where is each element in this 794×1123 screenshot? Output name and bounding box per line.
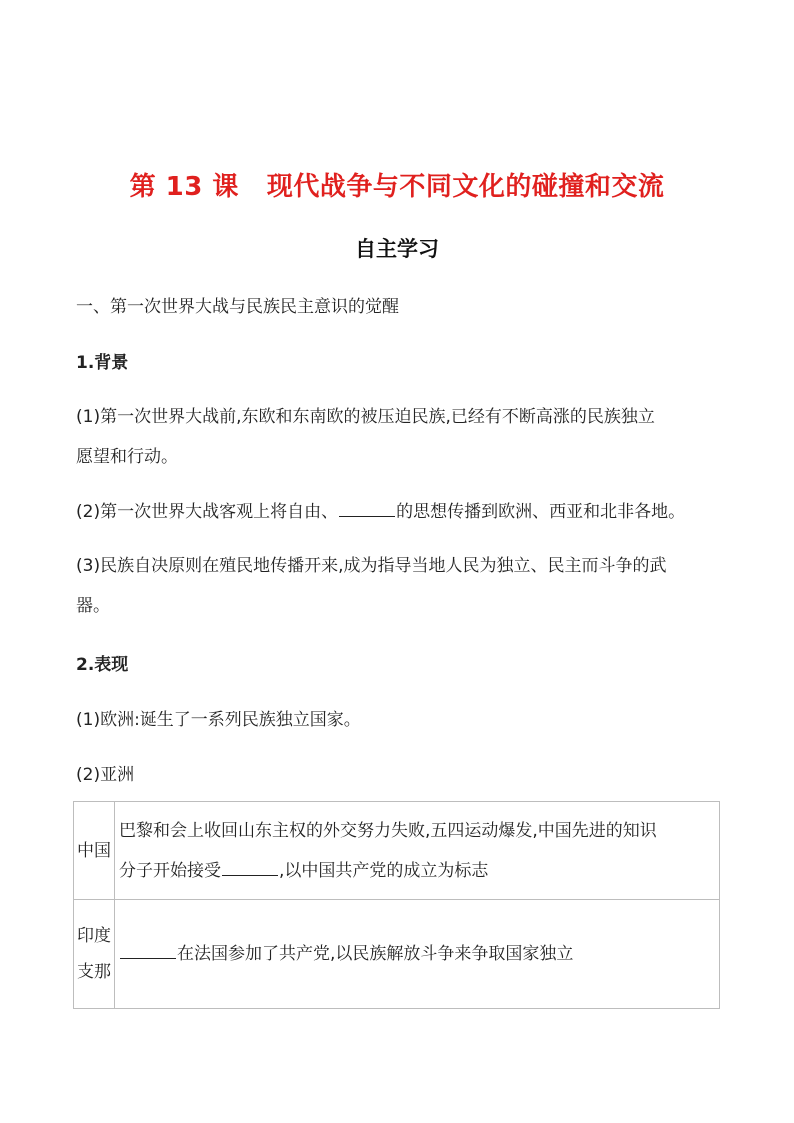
region-cell-china: 中国: [74, 802, 115, 900]
china-line1: 巴黎和会上收回山东主权的外交努力失败,五四运动爆发,中国先进的知识: [119, 820, 657, 841]
section-heading: 自主学习: [355, 237, 439, 261]
background-item2-after: 的思想传播到欧洲、西亚和北非各地。: [396, 502, 686, 522]
lesson-title-text: 现代战争与不同文化的碰撞和交流: [266, 172, 665, 202]
background-item3-line1: (3)民族自决原则在殖民地传播开来,成为指导当地人民为独立、民主而斗争的武: [76, 556, 667, 576]
lesson-title: [0, 166, 794, 203]
china-description: [115, 802, 720, 900]
background-item3-line2: 器。: [76, 596, 110, 616]
asia-table: [73, 801, 720, 1009]
performance-asia-label: (2)亚洲: [76, 765, 135, 785]
table-row: [74, 802, 720, 900]
table-row: [74, 900, 720, 1009]
china-line2: [119, 851, 719, 891]
indochina-description: [115, 900, 720, 1009]
part1-heading: 一、第一次世界大战与民族民主意识的觉醒: [76, 297, 399, 317]
fill-in-blank[interactable]: [222, 861, 278, 876]
lesson-number: 第 13 课: [129, 172, 239, 202]
indochina-text: 在法国参加了共产党,以民族解放斗争来争取国家独立: [177, 944, 574, 964]
background-item2: [76, 497, 685, 522]
region-line1: 印度: [77, 926, 111, 946]
performance-europe: (1)欧洲:诞生了一系列民族独立国家。: [76, 710, 361, 730]
background-item2-before: (2)第一次世界大战客观上将自由、: [76, 502, 339, 522]
china-line2-after: ,以中国共产党的成立为标志: [279, 860, 489, 881]
region-line2: 支那: [77, 962, 111, 982]
background-label: 1.背景: [76, 353, 129, 373]
performance-label: 2.表现: [76, 655, 129, 675]
fill-in-blank[interactable]: [339, 502, 395, 517]
background-item1-line2: 愿望和行动。: [76, 447, 178, 467]
china-line2-before: 分子开始接受: [119, 860, 221, 881]
region-cell-indochina: [74, 900, 115, 1009]
fill-in-blank[interactable]: [120, 944, 176, 959]
background-item1-line1: (1)第一次世界大战前,东欧和东南欧的被压迫民族,已经有不断高涨的民族独立: [76, 407, 655, 427]
